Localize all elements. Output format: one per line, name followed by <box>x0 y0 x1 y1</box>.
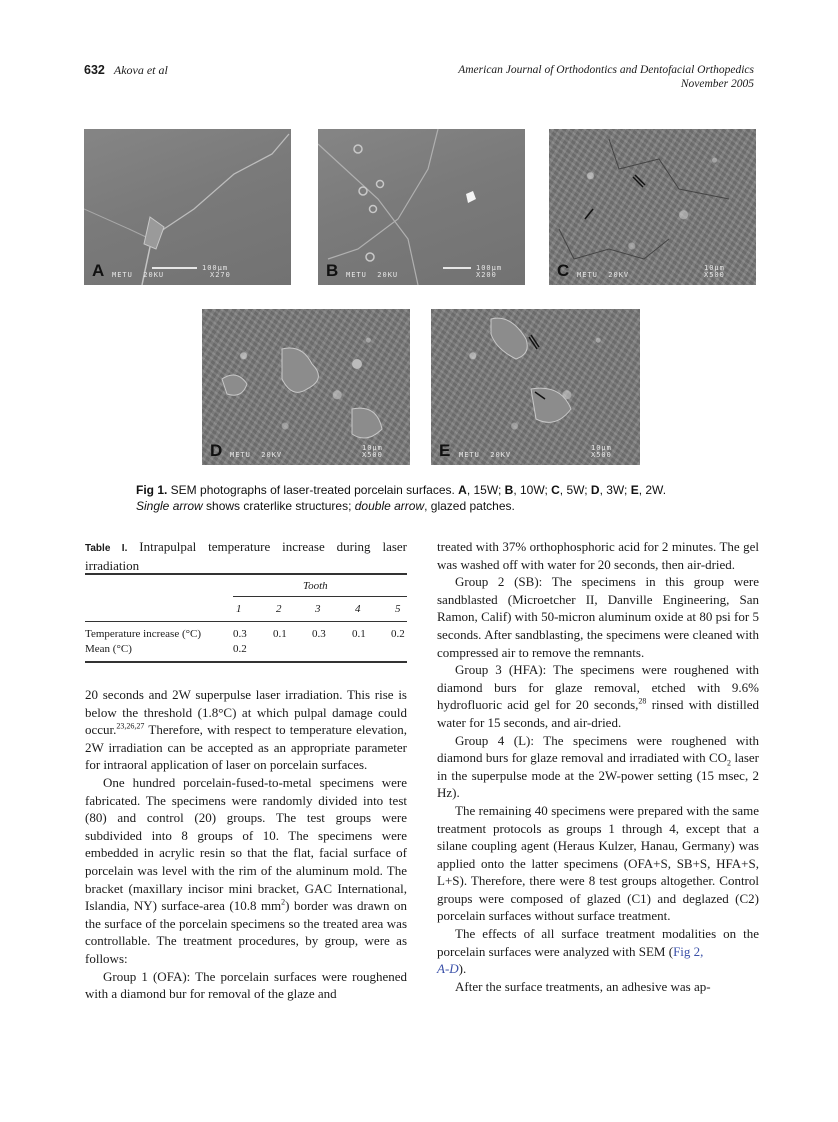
caption-term: double arrow <box>354 499 425 513</box>
scale-bar <box>443 267 471 269</box>
caption-key: C <box>551 483 560 497</box>
table-cell: 0.1 <box>273 628 287 640</box>
body-text: The effects of all surface treatment modalities on the porcelain surfaces were analyzed with SEM ( <box>437 926 759 959</box>
paragraph: After the surface treatments, an adhesive was ap- <box>455 978 711 994</box>
sem-meta: METU 20KU <box>112 271 165 279</box>
figure-link[interactable]: Fig 2, <box>673 943 704 959</box>
sem-magnification: X270 <box>210 271 231 279</box>
table-top-rule <box>85 573 407 575</box>
table-col-header: 4 <box>355 603 361 615</box>
sem-scale: 100µm <box>476 264 503 272</box>
subscript: 2 <box>727 758 732 768</box>
sem-magnification: X200 <box>476 271 497 279</box>
caption-label: Fig 1. <box>136 483 168 497</box>
scale-bar <box>152 267 197 269</box>
table-group-rule <box>233 596 407 597</box>
author-line: Akova et al <box>113 63 168 77</box>
sem-scale: 100µm <box>202 264 229 272</box>
panel-letter: B <box>326 261 339 280</box>
body-column-right <box>437 538 759 995</box>
paragraph <box>437 732 759 802</box>
sem-panel-a <box>84 129 291 285</box>
paragraph: The remaining 40 specimens were prepared with the same treatment protocols as groups 1 through 4, except that a silane coupling agent (Heraus Kulzer, Hanau, Germany) was applied onto the latter specimens (OFA+S, SB+S, HFA+S, L+S). Therefore, there were 8 test groups altogether. Control groups were composed of glazed (C1) and deglazed (C2) porcelain surfaces without surface treatment. <box>437 802 759 924</box>
body-text: Group 4 (L): The specimens were roughened with diamond burs for glaze removal and irradiated with CO <box>437 732 759 766</box>
crack-lines-graphic <box>318 129 525 285</box>
sem-meta: METU 20KU <box>346 271 399 279</box>
caption-value: , 5W; <box>559 483 591 497</box>
caption-key: A <box>458 483 467 497</box>
caption-value: , 10W; <box>513 483 552 497</box>
table-col-header: 3 <box>315 603 321 615</box>
paragraph: Group 1 (OFA): The porcelain surfaces were roughened with a diamond bur for removal of the glaze and <box>85 968 407 1002</box>
panel-letter: A <box>92 261 105 280</box>
body-text: One hundred porcelain-fused-to-metal specimens were fabricated. The specimens were randomly divided into test (80) and control (20) groups. The test groups were subdivided into 8 groups of 10. The specimens were embedded in acrylic resin so that the flat, facial surface of porcelain was level with the rim of the aluminum mold. The bracket (maxillary incisor mini bracket, GAC International, Islandia, NY) surface-area (10.8 mm <box>85 774 407 914</box>
sem-magnification: X500 <box>704 271 725 279</box>
citation-ref[interactable]: 28 <box>638 697 647 707</box>
paragraph <box>85 774 407 968</box>
table-title-text: Intrapulpal temperature increase during laser irradiation <box>85 539 407 573</box>
caption-key: E <box>630 483 639 497</box>
body-text: ). <box>458 961 467 977</box>
panel-letter: E <box>439 441 451 460</box>
body-text: 20 seconds and 2W superpulse laser irradiation. This rise is below the threshold (1.8°C) at which pulpal damage could occur. <box>85 687 407 738</box>
panel-letter: D <box>210 441 223 460</box>
body-text: rinsed with distilled water for 15 seconds, and air-dried. <box>437 697 759 730</box>
table-bottom-rule <box>85 661 407 663</box>
panel-letter: C <box>557 261 570 280</box>
caption-value: , 2W. <box>638 483 667 497</box>
caption-text: SEM photographs of laser-treated porcelain surfaces. <box>167 483 459 497</box>
table-col-header: 1 <box>236 603 242 615</box>
running-header-right <box>458 63 754 91</box>
superscript: 2 <box>281 897 286 907</box>
body-column-left <box>85 686 407 1003</box>
surface-texture-graphic <box>431 309 640 465</box>
caption-key: D <box>590 483 600 497</box>
body-text: ) border was drawn on the surface of the porcelain specimens so the treated area was controllable. The treatment procedures, by group, were as follows: <box>85 898 407 966</box>
caption-term: Single arrow <box>136 499 203 513</box>
table-cell: 0.3 <box>233 628 247 640</box>
table-cell: 0.1 <box>352 628 366 640</box>
running-header-left <box>84 63 168 78</box>
sem-scale: 10µm <box>362 444 383 452</box>
caption-text: , glazed patches. <box>424 499 515 513</box>
table-title <box>85 538 407 574</box>
sem-meta: METU 20KV <box>577 271 630 279</box>
paragraph: Group 2 (SB): The specimens in this group were sandblasted (Microetcher II, Danville Engineering, San Ramon, Calif) with 50-micron aluminum oxide at 80 psi for 5 seconds. After sandblasting, the specimens were cleaned with compressed air to remove the remnants. <box>437 574 759 660</box>
figure-caption <box>136 482 736 514</box>
table-cell: 0.2 <box>391 628 405 640</box>
sem-panel-e <box>431 309 640 465</box>
table-label: Table I. <box>85 543 128 554</box>
body-text: Therefore, with respect to temperature elevation, 2W irradiation can be accepted as an appropriate parameter for intraoral application of laser on porcelain surfaces. <box>85 722 407 773</box>
sem-scale: 10µm <box>704 264 725 272</box>
sem-magnification: X500 <box>362 451 383 459</box>
issue-date: November 2005 <box>680 78 754 90</box>
sem-panel-d <box>202 309 410 465</box>
table-header-rule <box>85 621 407 622</box>
table-group-header: Tooth <box>303 580 328 592</box>
citation-ref[interactable]: 23,26,27 <box>116 721 145 731</box>
sem-panel-b <box>318 129 525 285</box>
table-cell: 0.3 <box>312 628 326 640</box>
body-text: laser in the superpulse mode at the 2W-power setting (15 msec, 2 Hz). <box>437 750 759 801</box>
caption-text: shows craterlike structures; <box>202 499 355 513</box>
crack-lines-graphic <box>84 129 291 285</box>
paragraph: treated with 37% orthophosphoric acid for 2 minutes. The gel was washed off with water for 20 seconds, then air-dried. <box>437 539 759 572</box>
surface-texture-graphic <box>202 309 410 465</box>
paragraph <box>85 686 407 774</box>
table-col-header: 5 <box>395 603 401 615</box>
table-row-label: Mean (°C) <box>85 643 132 655</box>
sem-scale: 10µm <box>591 444 612 452</box>
figure-link[interactable]: A-D <box>437 961 459 977</box>
paragraph <box>437 661 759 731</box>
caption-key: B <box>504 483 514 497</box>
paragraph <box>437 925 759 978</box>
crack-lines-graphic <box>549 129 756 285</box>
caption-value: , 15W; <box>466 483 505 497</box>
body-text: Group 3 (HFA): The specimens were roughened with diamond burs for glaze removal, etched with 9.6% hydrofluoric acid gel for 20 seconds, <box>437 662 759 713</box>
page-number: 632 <box>84 63 105 77</box>
table-row-label: Temperature increase (°C) <box>85 628 202 640</box>
caption-value: , 3W; <box>599 483 631 497</box>
table-cell: 0.2 <box>233 643 247 655</box>
sem-meta: METU 20KV <box>230 451 283 459</box>
sem-meta: METU 20KV <box>459 451 512 459</box>
table-col-header: 2 <box>276 603 282 615</box>
journal-name: American Journal of Orthodontics and Dentofacial Orthopedics <box>458 64 754 76</box>
sem-panel-c <box>549 129 756 285</box>
sem-magnification: X500 <box>591 451 612 459</box>
